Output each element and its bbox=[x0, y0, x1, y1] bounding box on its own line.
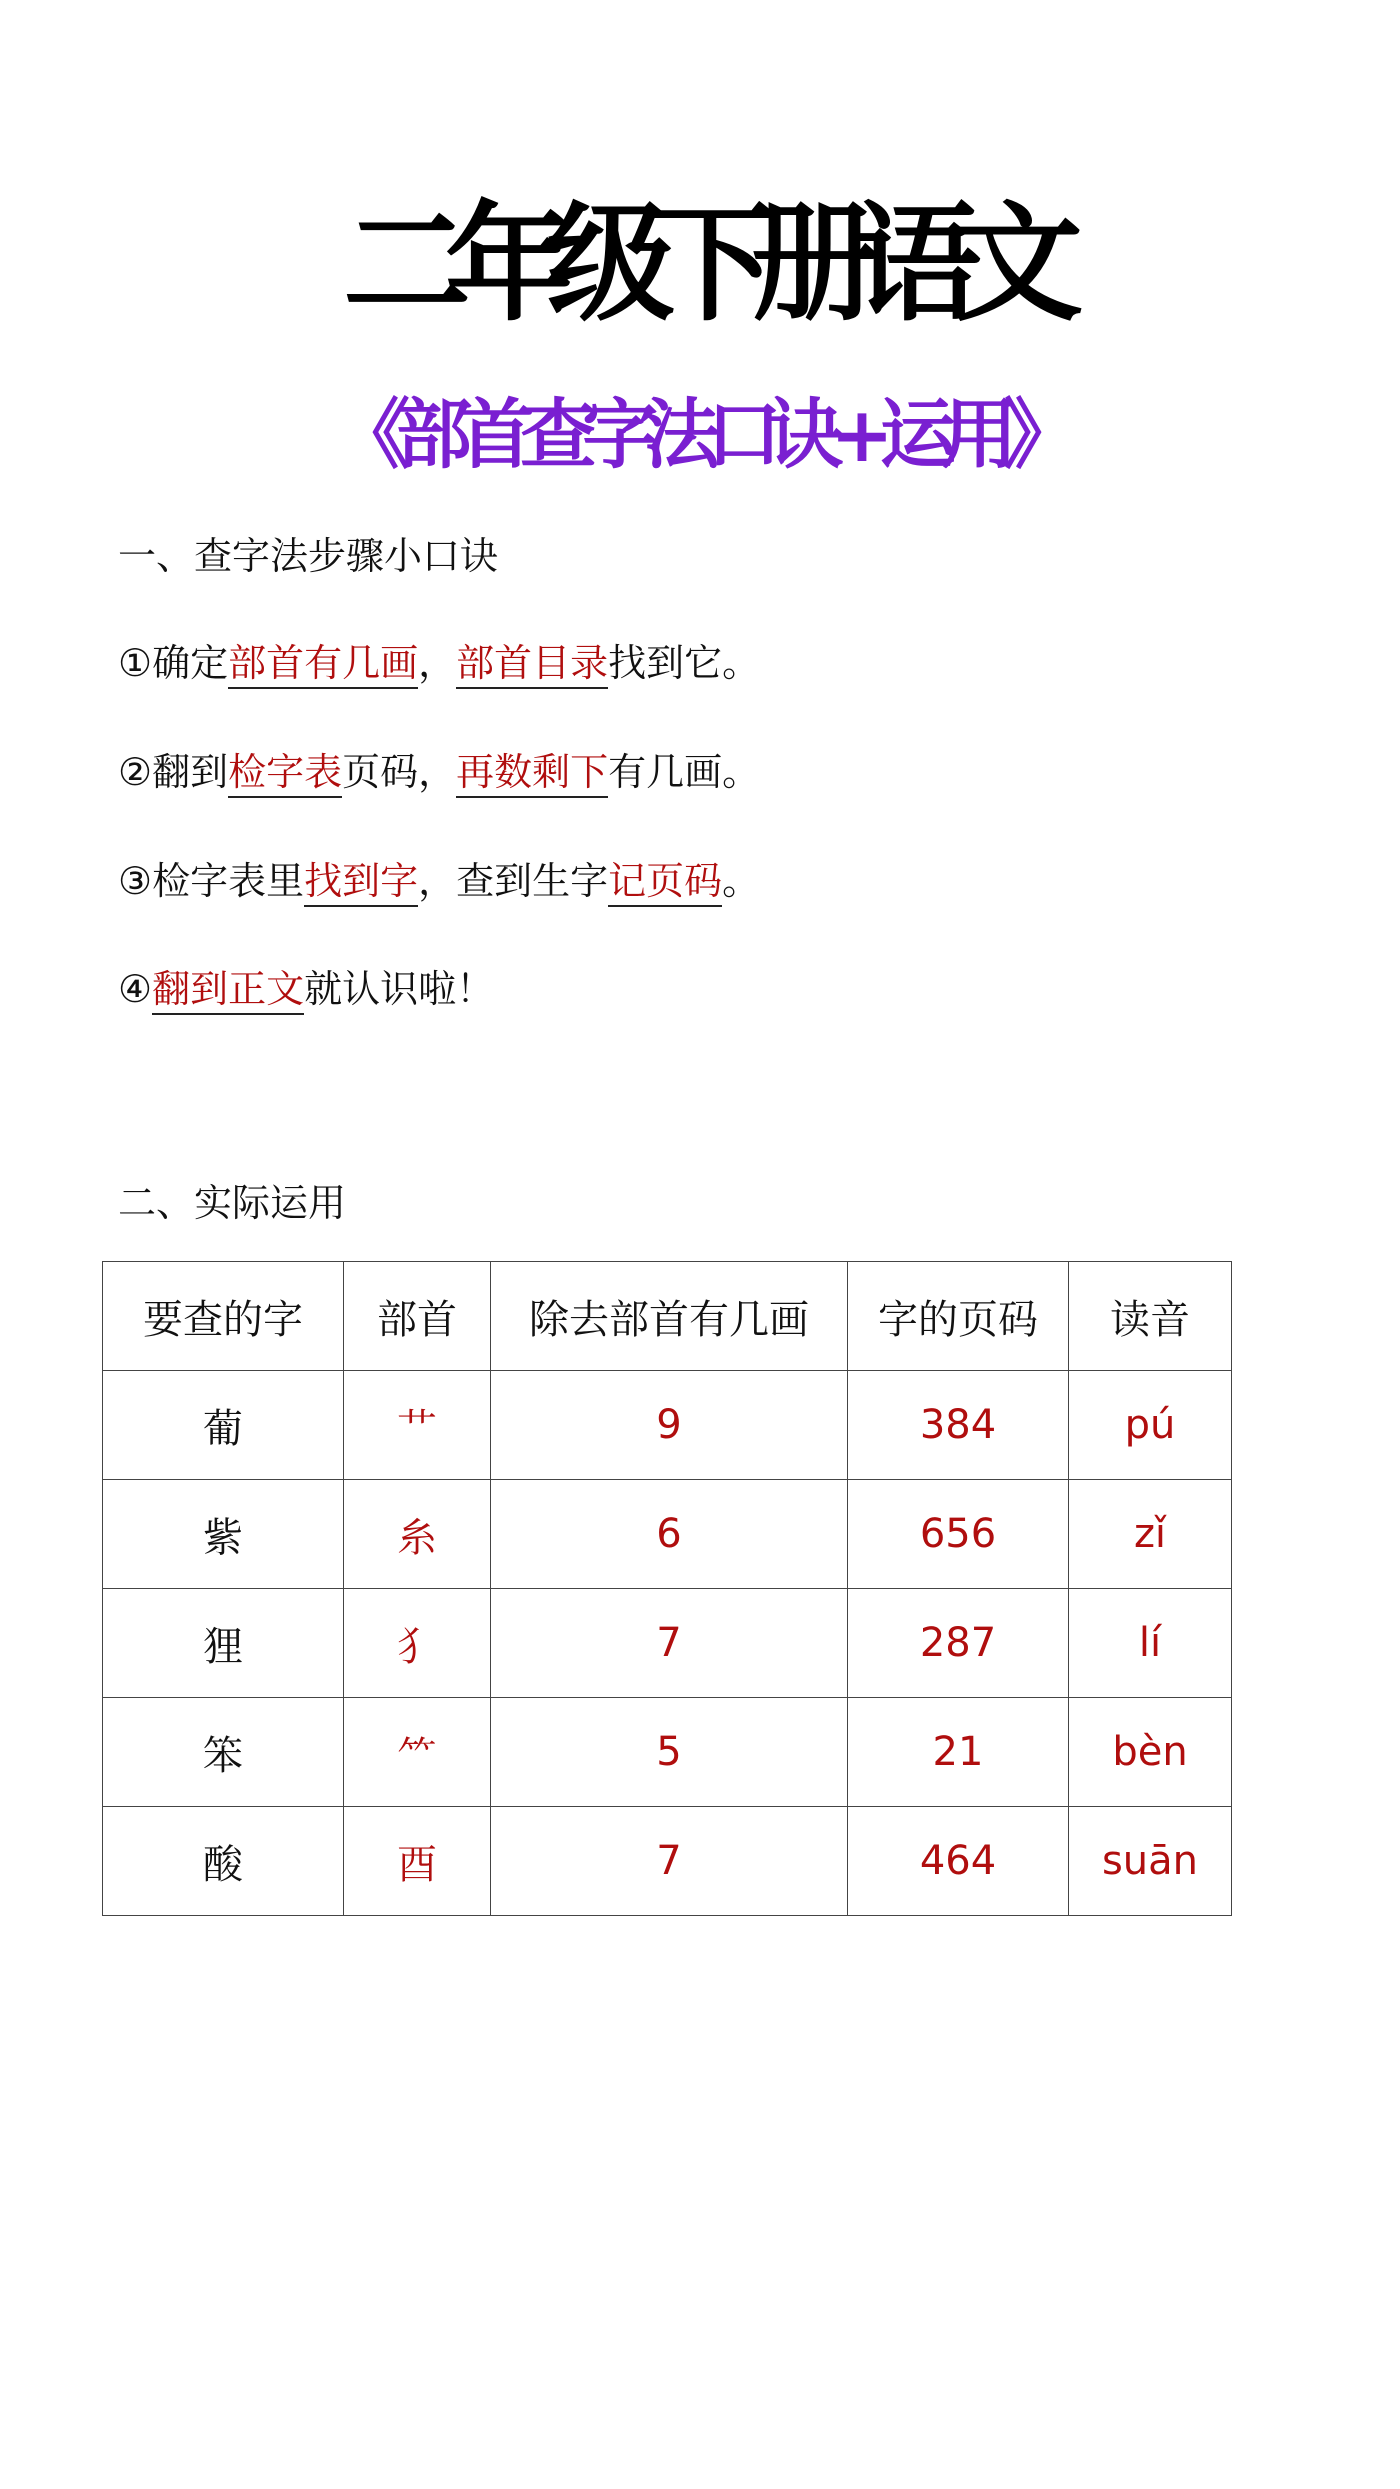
cell-radical: ⺮ bbox=[344, 1698, 491, 1807]
table-row bbox=[103, 1698, 1232, 1807]
section-heading-steps: 一、查字法步骤小口诀 bbox=[118, 534, 499, 578]
step-2-highlight-b: 再数剩下 bbox=[456, 750, 608, 798]
step-2 bbox=[118, 743, 760, 801]
cell-character: 酸 bbox=[103, 1807, 344, 1916]
cell-pinyin: lí bbox=[1069, 1589, 1232, 1698]
header-radical: 部首 bbox=[344, 1262, 491, 1371]
table-header-row bbox=[103, 1262, 1232, 1371]
cell-page: 21 bbox=[848, 1698, 1069, 1807]
step-2-text-b: 页码， bbox=[342, 750, 457, 794]
cell-page: 287 bbox=[848, 1589, 1069, 1698]
cell-pinyin: zǐ bbox=[1069, 1480, 1232, 1589]
cell-page: 656 bbox=[848, 1480, 1069, 1589]
step-3-highlight-a: 找到字 bbox=[304, 859, 418, 907]
header-pronunciation: 读音 bbox=[1069, 1262, 1232, 1371]
section-heading-usage: 二、实际运用 bbox=[118, 1181, 347, 1225]
cell-character: 狸 bbox=[103, 1589, 344, 1698]
step-4-text-b: 就认识啦！ bbox=[304, 967, 495, 1011]
cell-radical: 酉 bbox=[344, 1807, 491, 1916]
step-1 bbox=[118, 634, 760, 692]
step-3-text-b: ，查到生字 bbox=[418, 859, 609, 903]
step-1-highlight-a: 部首有几画 bbox=[228, 641, 418, 689]
step-1-text-c: 找到它。 bbox=[608, 641, 761, 685]
step-3-highlight-b: 记页码 bbox=[608, 859, 722, 907]
step-3 bbox=[118, 852, 760, 910]
cell-character: 紫 bbox=[103, 1480, 344, 1589]
cell-strokes: 5 bbox=[491, 1698, 848, 1807]
header-character: 要查的字 bbox=[103, 1262, 344, 1371]
cell-radical: 犭 bbox=[344, 1589, 491, 1698]
step-1-text-a: ①确定 bbox=[118, 641, 229, 685]
cell-pinyin: pú bbox=[1069, 1371, 1232, 1480]
step-2-text-a: ②翻到 bbox=[118, 750, 229, 794]
lookup-table bbox=[102, 1261, 1232, 1916]
cell-strokes: 9 bbox=[491, 1371, 848, 1480]
table-row bbox=[103, 1589, 1232, 1698]
cell-radical: 艹 bbox=[344, 1371, 491, 1480]
table-row bbox=[103, 1480, 1232, 1589]
step-4-text-a: ④ bbox=[118, 967, 153, 1011]
page-subtitle: 《部首查字法口诀+运用》 bbox=[334, 390, 1066, 479]
step-3-text-c: 。 bbox=[722, 859, 761, 903]
header-remaining-strokes: 除去部首有几画 bbox=[491, 1262, 848, 1371]
cell-strokes: 7 bbox=[491, 1807, 848, 1916]
cell-character: 笨 bbox=[103, 1698, 344, 1807]
step-1-text-b: ， bbox=[418, 641, 457, 685]
step-4-highlight-a: 翻到正文 bbox=[152, 967, 304, 1015]
cell-strokes: 7 bbox=[491, 1589, 848, 1698]
cell-page: 464 bbox=[848, 1807, 1069, 1916]
cell-page: 384 bbox=[848, 1371, 1069, 1480]
table-row bbox=[103, 1807, 1232, 1916]
step-4 bbox=[118, 960, 494, 1018]
page-title: 二年级下册语文 bbox=[342, 190, 1057, 339]
cell-strokes: 6 bbox=[491, 1480, 848, 1589]
table-row bbox=[103, 1371, 1232, 1480]
cell-character: 葡 bbox=[103, 1371, 344, 1480]
cell-pinyin: suān bbox=[1069, 1807, 1232, 1916]
cell-radical: 糸 bbox=[344, 1480, 491, 1589]
step-2-text-c: 有几画。 bbox=[608, 750, 761, 794]
cell-pinyin: bèn bbox=[1069, 1698, 1232, 1807]
step-2-highlight-a: 检字表 bbox=[228, 750, 342, 798]
step-3-text-a: ③检字表里 bbox=[118, 859, 305, 903]
header-page-number: 字的页码 bbox=[848, 1262, 1069, 1371]
step-1-highlight-b: 部首目录 bbox=[456, 641, 608, 689]
